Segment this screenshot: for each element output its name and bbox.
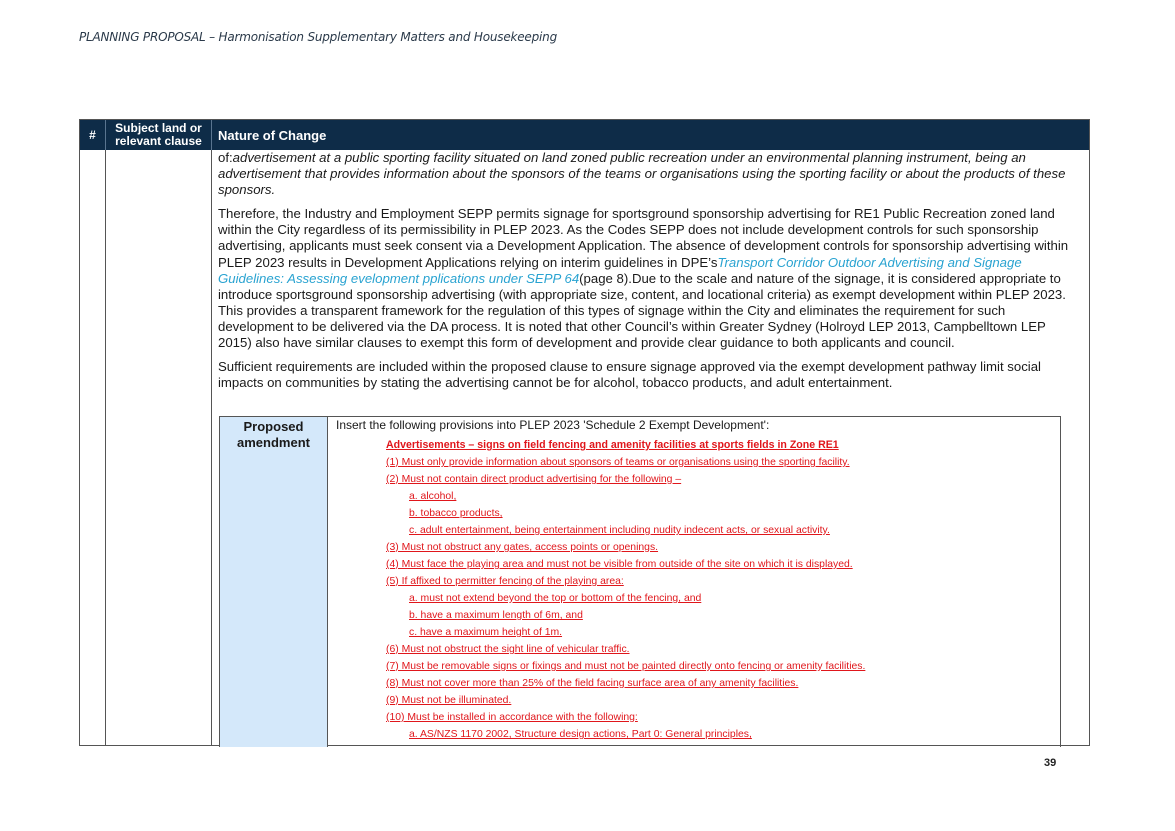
- clause-title: Advertisements – signs on field fencing and amenity facilities at sports fields in Zone RE1: [386, 439, 839, 451]
- column-header-number: #: [80, 120, 106, 150]
- clause-item: (2) Must not contain direct product advertising for the following –: [386, 474, 682, 485]
- proposed-amendment-box: [219, 416, 1061, 747]
- clause-item: (3) Must not obstruct any gates, access points or openings.: [386, 542, 659, 553]
- amendment-content: [336, 417, 1056, 743]
- clause-item: (7) Must be removable signs or fixings and must not be painted directly onto fencing or amenity facilities.: [386, 661, 866, 672]
- sub-clause-item: b. tobacco products,: [409, 508, 503, 519]
- clause-item: (8) Must not cover more than 25% of the field facing surface area of any amenity facilities.: [386, 678, 799, 689]
- clause-item: (10) Must be installed in accordance with the following:: [386, 712, 638, 723]
- sub-clause-item: c. have a maximum height of 1m.: [409, 627, 563, 638]
- nature-of-change-cell: [218, 150, 1080, 399]
- change-table: [79, 119, 1090, 746]
- column-header-nature: Nature of Change: [218, 127, 327, 143]
- paragraph-rationale: [218, 206, 1080, 351]
- amendment-intro: Insert the following provisions into PLEP 2023 'Schedule 2 Exempt Development':: [336, 418, 770, 432]
- guidelines-link[interactable]: Transport Corridor Outdoor Advertising and Signage Guidelines: Assessing evelopment pplications under SEPP 64: [218, 254, 1022, 286]
- sub-clause-item: c. adult entertainment, being entertainment including nudity indecent acts, or sexual activity.: [409, 525, 830, 536]
- page-number: 39: [1044, 757, 1057, 769]
- sub-clause-item: a. AS/NZS 1170 2002, Structure design actions, Part 0: General principles,: [409, 729, 752, 740]
- table-header-row: [80, 120, 1089, 150]
- clause-item: (9) Must not be illuminated.: [386, 695, 512, 706]
- page-header-title: PLANNING PROPOSAL – Harmonisation Supplementary Matters and Housekeeping: [79, 30, 557, 44]
- sub-clause-item: a. alcohol,: [409, 491, 457, 502]
- clause-list: [336, 437, 1056, 743]
- quote-prefix: of:: [218, 150, 233, 165]
- rationale-text-b: (page 8).Due to the scale and nature of the signage, it is considered appropriate to introduce sportsground sponsorship advertising (with appropriate size, content, and locational criteria) as exempt development within PLEP 2023. This provides a transparent framework for the regulation of this types of signage within the City and eliminates the requirement for such development to be delivered via the DA process. It is noted that other Council’s within Greater Sydney (Holroyd LEP 2013, Campbelltown LEP 2015) also have similar clauses to exempt this form of development and provide clear guidance to both applicants and council.: [218, 270, 1066, 351]
- column-divider: [211, 150, 212, 745]
- sub-clause-item: b. have a maximum length of 6m, and: [409, 610, 583, 621]
- column-header-subject: Subject land or relevant clause: [106, 120, 212, 150]
- sub-clause-item: a. must not extend beyond the top or bottom of the fencing, and: [409, 593, 702, 604]
- proposed-amendment-label: Proposed amendment: [220, 417, 328, 747]
- paragraph-quote: [218, 150, 1080, 198]
- rationale-text-a: Therefore, the Industry and Employment SEPP permits signage for sportsground sponsorship advertising for RE1 Public Recreation zoned land within the City regardless of its permissibility in PLEP 2023. As the Codes SEPP does not include development controls for such sponsorship advertising, applicants must seek consent via a Development Application. The absence of development controls for sponsorship advertising within PLEP 2023 results in Development Applications relying on interim guidelines in DPE’s: [218, 206, 1069, 270]
- column-divider: [105, 150, 106, 745]
- clause-item: (6) Must not obstruct the sight line of vehicular traffic.: [386, 644, 630, 655]
- quote-text: advertisement at a public sporting facility situated on land zoned public recreation under an environmental planning instrument, being an advertisement that provides information about the sponsors of the teams or organisations using the sporting facility or about the products of these sponsors.: [218, 150, 1066, 198]
- clause-item: (1) Must only provide information about sponsors of teams or organisations using the sporting facility.: [386, 457, 850, 468]
- paragraph-requirements: Sufficient requirements are included within the proposed clause to ensure signage approved via the exempt development pathway limit social impacts on communities by stating the advertising cannot be for alcohol, tobacco products, and adult entertainment.: [218, 359, 1041, 391]
- clause-item: (4) Must face the playing area and must not be visible from outside of the site on which it is displayed.: [386, 559, 853, 570]
- clause-item: (5) If affixed to permitter fencing of the playing area:: [386, 576, 624, 587]
